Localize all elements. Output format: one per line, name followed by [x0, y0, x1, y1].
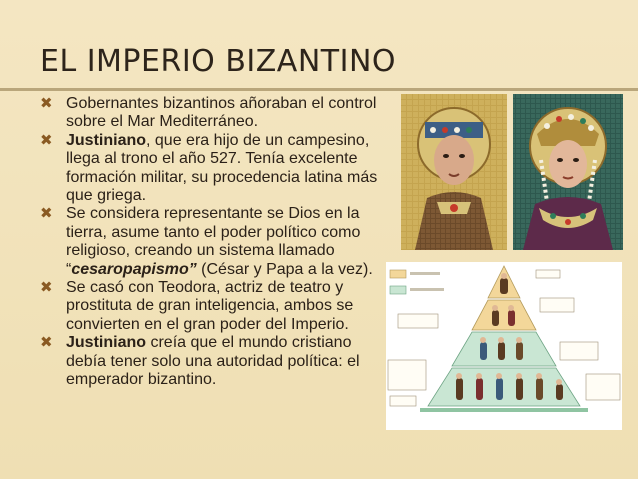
bullet-marker-icon: ✖ — [40, 334, 53, 352]
legend-text-placeholder — [410, 272, 440, 275]
social-pyramid-image — [386, 262, 622, 430]
bullet-item — [40, 334, 380, 389]
bullet-item — [40, 95, 380, 132]
open-quote: “ — [66, 260, 72, 278]
legend-text-placeholder — [410, 288, 444, 291]
title-divider — [0, 88, 638, 91]
legend-swatch-privileged — [390, 270, 406, 278]
bullet-text: , que era hijo de un campesino, llega al trono el año 527. Tenía excelente formación militar, su procedencia latina más que griega. — [66, 131, 378, 205]
bullet-item — [40, 132, 380, 206]
theodora-portrait — [513, 94, 623, 250]
bullet-marker-icon: ✖ — [40, 205, 53, 223]
bullet-item — [40, 205, 380, 279]
mosaic-portraits-image — [401, 94, 623, 250]
bullet-marker-icon: ✖ — [40, 95, 53, 112]
bullet-bold-text: Justiniano — [66, 131, 147, 149]
bullet-bold-text: Justiniano — [66, 334, 147, 352]
bullet-marker-icon: ✖ — [40, 131, 53, 149]
bullet-text: (César y Papa a la vez). — [196, 260, 373, 278]
bullet-marker-icon: ✖ — [40, 279, 53, 297]
bullet-list — [40, 95, 380, 390]
justinian-portrait — [401, 94, 507, 250]
bullet-text: Se casó con Teodora, actriz de teatro y prostituta de gran inteligencia, ambos se convierten en el gran poder del Imperio. — [66, 279, 354, 333]
bullet-bold-italic-text: cesaropapismo” — [71, 260, 197, 278]
bullet-text: creía que el mundo cristiano debía tener solo una autoridad política: el emperador bizantino. — [66, 334, 360, 389]
slide-title: EL IMPERIO BIZANTINO — [40, 44, 396, 79]
legend-swatch-unprivileged — [390, 286, 406, 294]
bullet-item — [40, 279, 380, 334]
bullet-text: Gobernantes bizantinos añoraban el control sobre el Mar Mediterráneo. — [66, 95, 377, 131]
bullet-text: Se considera representante se Dios en la tierra, asume tanto el poder político como religioso, creando un sistema llamado — [66, 205, 361, 260]
